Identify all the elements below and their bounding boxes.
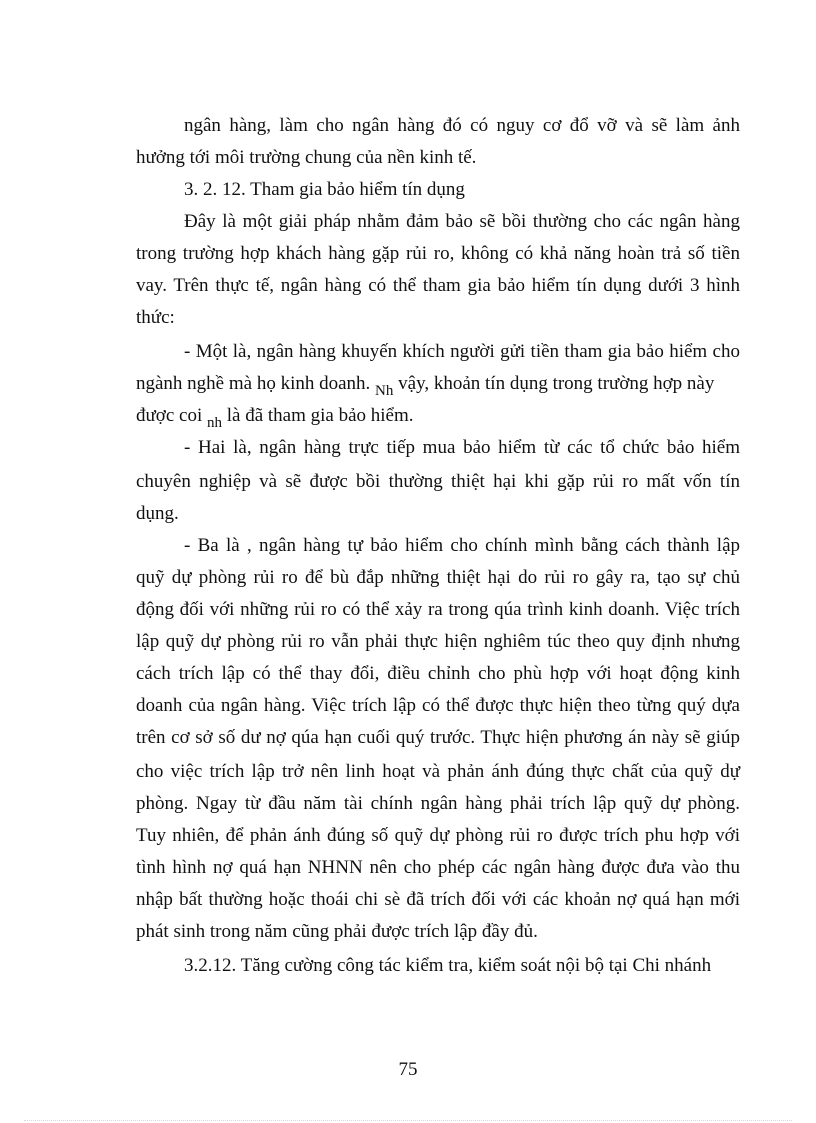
body-text-line: Đây là một giải pháp nhằm đảm bảo sẽ bồi thường cho các ngân hàng — [184, 211, 740, 232]
line-text: là đã tham gia bảo hiểm. — [226, 405, 414, 426]
line-text: vậy, khoản tín dụng trong trường hợp này — [398, 373, 715, 394]
body-text-line: dụng. — [136, 503, 179, 524]
body-text-line: quỹ dự phòng rủi ro để bù đắp những thiệt hại do rủi ro gây ra, tạo sự chủ — [136, 567, 740, 588]
list-item-line: - Ba là , ngân hàng tự bảo hiểm cho chính mình bằng cách thành lập — [184, 535, 740, 556]
line-text: ngành nghề mà họ kinh doanh. — [136, 373, 371, 394]
list-item-line: - Một là, ngân hàng khuyến khích người gửi tiền tham gia bảo hiểm cho — [184, 341, 740, 362]
line-text: ngân hàng, làm cho ngân hàng đó có nguy cơ đổ vỡ và sẽ làm ảnh — [184, 115, 740, 136]
body-text-line: cho việc trích lập trở nên linh hoạt và phản ánh đúng thực chất của quỹ dự — [136, 761, 740, 782]
body-text-line — [136, 368, 740, 400]
text-fragment: nh — [207, 415, 222, 431]
body-text-line: trong trường hợp khách hàng gặp rủi ro, không có khả năng hoàn trả số tiền — [136, 243, 740, 264]
body-text-line: động đối với những rủi ro có thể xảy ra trong qúa trình kinh doanh. Việc trích — [136, 599, 740, 620]
body-text-line: cách trích lập có thể thay đổi, điều chỉnh cho phù hợp với hoạt động kinh — [136, 663, 740, 684]
body-text-line — [136, 400, 740, 432]
body-text-line: vay. Trên thực tế, ngân hàng có thể tham gia bảo hiểm tín dụng dưới 3 hình — [136, 275, 740, 296]
body-text-line: lập quỹ dự phòng rủi ro vẫn phải thực hiện nghiêm túc theo quy định nhưng — [136, 631, 740, 652]
section-heading: 3.2.12. Tăng cường công tác kiểm tra, kiểm soát nội bộ tại Chi nhánh — [184, 955, 712, 976]
body-text-line: phát sinh trong năm cũng phải được trích lập đầy đủ. — [136, 921, 538, 942]
line-text: được coi — [136, 405, 203, 426]
body-text-line: nhập bất thường hoặc thoái chi sè đã trích đối với các khoản nợ quá hạn mới — [136, 889, 740, 910]
body-text-line: thức: — [136, 307, 175, 328]
body-text-line: Tuy nhiên, để phản ánh đúng số quỹ dự phòng rủi ro được trích phu hợp với — [136, 825, 740, 846]
body-text-line: chuyên nghiệp và sẽ được bồi thường thiệt hại khi gặp rủi ro mất vốn tín — [136, 471, 740, 492]
body-text-line — [136, 110, 740, 142]
body-text-line: phòng. Ngay từ đầu năm tài chính ngân hàng phải trích lập quỹ dự phòng. — [136, 793, 740, 814]
body-text-line: doanh của ngân hàng. Việc trích lập có thể được thực hiện theo từng quý dựa — [136, 695, 740, 716]
body-text-line: hưởng tới môi trường chung của nền kinh tế. — [136, 147, 477, 168]
page-number: 75 — [398, 1059, 418, 1080]
body-text-line: tình hình nợ quá hạn NHNN nên cho phép các ngân hàng được đưa vào thu — [136, 857, 740, 878]
body-text-line: trên cơ sở số dư nợ qúa hạn cuối quý trước. Thực hiện phương án này sẽ giúp — [136, 727, 740, 748]
text-fragment: Nh — [375, 383, 394, 399]
page-bottom-border — [24, 1120, 792, 1121]
list-item-line: - Hai là, ngân hàng trực tiếp mua bảo hiểm từ các tổ chức bảo hiểm — [184, 437, 740, 458]
section-heading: 3. 2. 12. Tham gia bảo hiểm tín dụng — [184, 179, 465, 200]
